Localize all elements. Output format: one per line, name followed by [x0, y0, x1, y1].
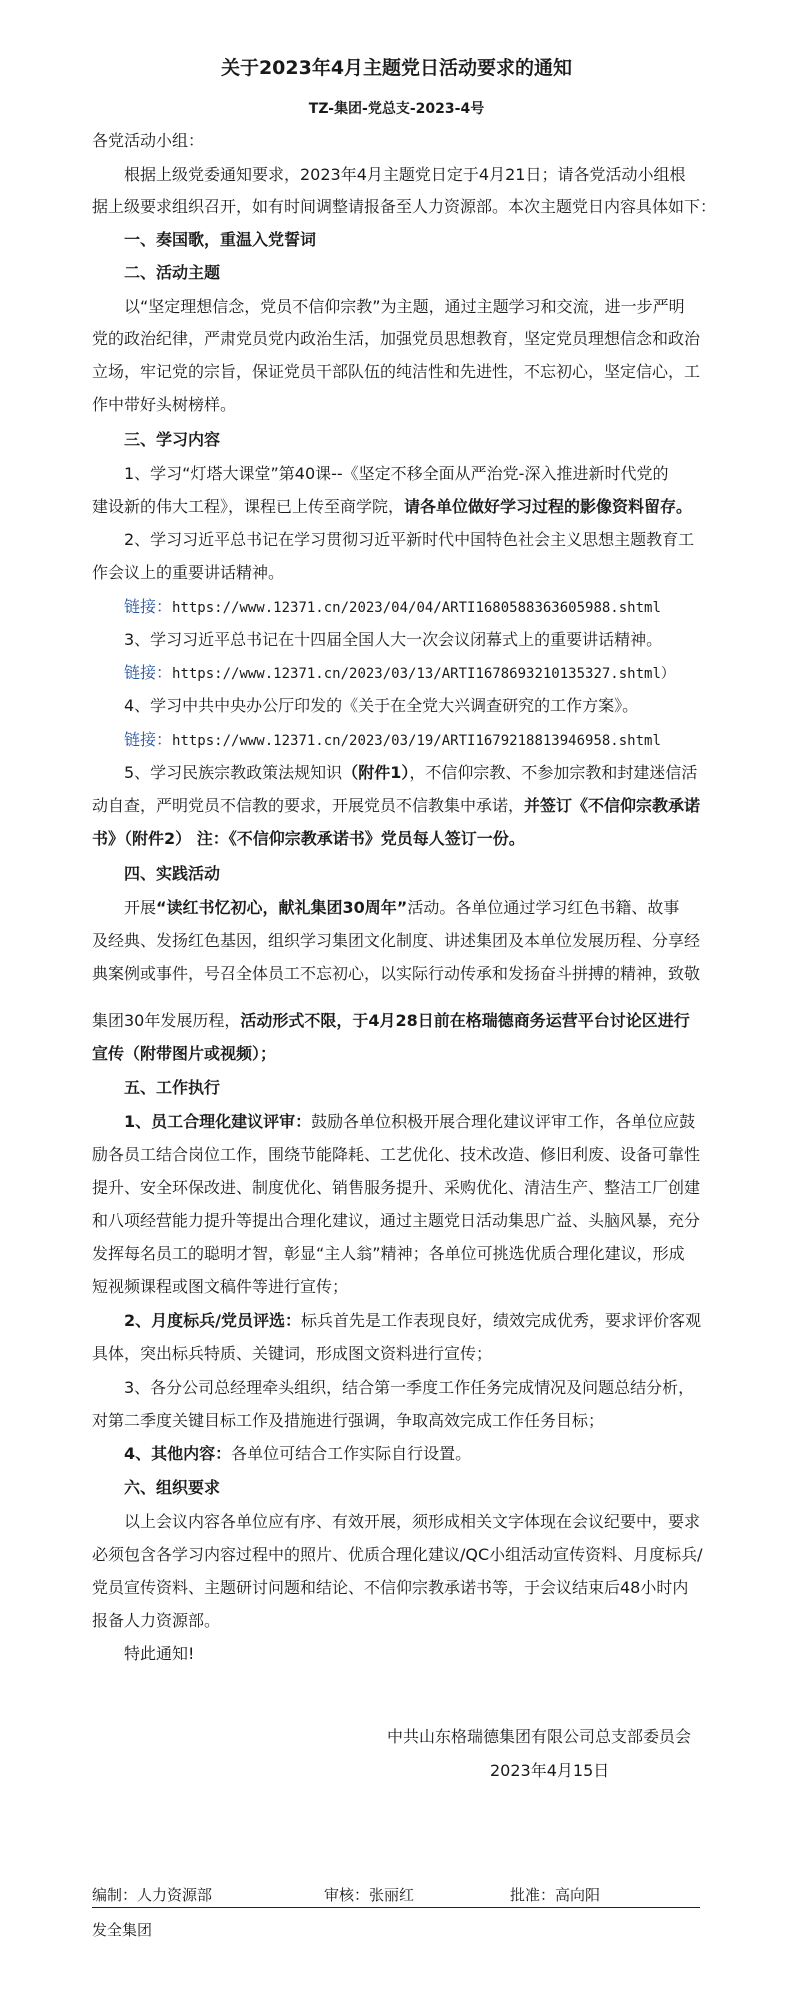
execution-item-2-line-1: 2、月度标兵/党员评选：标兵首先是工作表现良好，绩效完成优秀，要求评价客观	[124, 1311, 701, 1330]
link-3-url[interactable]: https://www.12371.cn/2023/03/19/ARTI1679218813946958.shtml	[172, 733, 661, 749]
link-2-url[interactable]: https://www.12371.cn/2023/03/13/ARTI1678693210135327.shtml）	[172, 666, 675, 682]
section-2-body-1: 以“坚定理想信念，党员不信仰宗教”为主题，通过主题学习和交流，进一步严明	[124, 297, 685, 316]
section-2-heading: 二、活动主题	[124, 263, 221, 282]
closing-remark: 特此通知!	[124, 1644, 195, 1663]
study-item-2-line-1: 2、学习习近平总书记在学习贯彻习近平新时代中国特色社会主义思想主题教育工	[124, 530, 695, 549]
link-3-row	[124, 729, 661, 752]
section-5-heading: 五、工作执行	[124, 1078, 221, 1097]
study-item-4: 4、学习中共中央办公厅印发的《关于在全党大兴调查研究的工作方案》。	[124, 696, 639, 715]
requirements-line-3: 党员宣传资料、主题研讨问题和结论、不信仰宗教承诺书等，于会议结束后48小时内	[92, 1578, 689, 1597]
link-2-row	[124, 662, 675, 685]
link-1-url[interactable]: https://www.12371.cn/2023/04/04/ARTI1680588363605988.shtml	[172, 600, 661, 616]
intro-line-1: 根据上级党委通知要求，2023年4月主题党日定于4月21日；请各党活动小组根	[124, 165, 686, 184]
study-item-2-line-2: 作会议上的重要讲话精神。	[92, 563, 285, 582]
section-4-heading: 四、实践活动	[124, 864, 221, 883]
link-1-row	[124, 596, 661, 619]
footer-divider	[92, 1907, 700, 1908]
footer-reviewer: 审核：张丽红	[324, 1886, 415, 1904]
study-item-5-line-2: 动自查，严明党员不信教的要求，开展党员不信教集中承诺，并签订《不信仰宗教承诺	[92, 796, 701, 815]
execution-item-3-line-2: 对第二季度关键目标工作及措施进行强调，争取高效完成工作任务目标；	[92, 1411, 605, 1430]
footer-editor: 编制：人力资源部	[92, 1886, 213, 1904]
link-label: 链接：	[124, 663, 173, 682]
execution-item-1-line-6: 短视频课程或图文稿件等进行宣传；	[92, 1277, 349, 1296]
study-item-1-emphasis: 请各单位做好学习过程的影像资料留存。	[404, 497, 693, 516]
execution-item-4: 4、其他内容：各单位可结合工作实际自行设置。	[124, 1444, 472, 1463]
study-item-3: 3、学习习近平总书记在十四届全国人大一次会议闭幕式上的重要讲话精神。	[124, 630, 663, 649]
practice-line-5: 宣传（附带图片或视频）；	[92, 1044, 277, 1063]
execution-item-1-line-4: 和八项经营能力提升等提出合理化建议，通过主题党日活动集思广益、头脑风暴，充分	[92, 1211, 701, 1230]
execution-item-1-line-2: 励各员工结合岗位工作，围绕节能降耗、工艺优化、技术改造、修旧利废、设备可靠性	[92, 1145, 701, 1164]
execution-item-2-line-2: 具体，突出标兵特质、关键词，形成图文资料进行宣传；	[92, 1344, 493, 1363]
section-6-heading: 六、组织要求	[124, 1478, 221, 1497]
study-item-5-line-1: 5、学习民族宗教政策法规知识（附件1），不信仰宗教、不参加宗教和封建迷信活	[124, 763, 698, 782]
practice-line-4: 集团30年发展历程，活动形式不限，于4月28日前在格瑞德商务运营平台讨论区进行	[92, 1011, 690, 1030]
requirements-line-1: 以上会议内容各单位应有序、有效开展，须形成相关文字体现在会议纪要中，要求	[124, 1512, 701, 1531]
section-1-heading: 一、奏国歌，重温入党誓词	[124, 230, 317, 249]
signatory: 中共山东格瑞德集团有限公司总支部委员会	[387, 1727, 692, 1746]
link-label: 链接：	[124, 730, 173, 749]
execution-item-1-line-3: 提升、安全环保改进、制度优化、销售服务提升、采购优化、清洁生产、整洁工厂创建	[92, 1178, 701, 1197]
section-3-heading: 三、学习内容	[124, 430, 221, 449]
study-item-5-line-3: 书》（附件2） 注：《不信仰宗教承诺书》党员每人签订一份。	[92, 829, 525, 848]
document-number: TZ-集团-党总支-2023-4号	[308, 101, 485, 117]
link-label: 链接：	[124, 597, 173, 616]
salutation: 各党活动小组：	[92, 131, 205, 150]
section-2-body-3: 立场，牢记党的宗旨，保证党员干部队伍的纯洁性和先进性，不忘初心，坚定信心，工	[92, 362, 701, 381]
execution-item-1-line-1: 1、员工合理化建议评审：鼓励各单位积极开展合理化建议评审工作，各单位应鼓	[124, 1112, 696, 1131]
activity-name: “读红书忆初心，献礼集团30周年”	[156, 898, 408, 917]
requirements-line-2: 必须包含各学习内容过程中的照片、优质合理化建议/QC小组活动宣传资料、月度标兵/	[92, 1545, 703, 1564]
footer-distribution: 发全集团	[92, 1921, 153, 1939]
practice-line-3: 典案例或事件，号召全体员工不忘初心，以实际行动传承和发扬奋斗拼搏的精神，致敬	[92, 964, 701, 983]
requirements-line-4: 报备人力资源部。	[92, 1611, 221, 1630]
study-item-1-line-1: 1、学习“灯塔大课堂”第40课--《坚定不移全面从严治党-深入推进新时代党的	[124, 464, 669, 483]
practice-line-2: 及经典、发扬红色基因，组织学习集团文化制度、讲述集团及本单位发展历程、分享经	[92, 931, 701, 950]
execution-item-1-line-5: 发挥每名员工的聪明才智，彰显“主人翁”精神；各单位可挑选优质合理化建议，形成	[92, 1244, 685, 1263]
study-item-1-line-2: 建设新的伟大工程》，课程已上传至商学院，请各单位做好学习过程的影像资料留存。	[92, 497, 693, 516]
intro-line-2: 据上级要求组织召开，如有时间调整请报备至人力资源部。本次主题党日内容具体如下：	[92, 197, 717, 216]
section-2-body-4: 作中带好头树榜样。	[92, 395, 237, 414]
document-title: 关于2023年4月主题党日活动要求的通知	[220, 57, 573, 79]
footer-approver: 批准：高向阳	[510, 1886, 601, 1904]
issue-date: 2023年4月15日	[490, 1761, 610, 1780]
execution-item-3-line-1: 3、各分公司总经理牵头组织，结合第一季度工作任务完成情况及问题总结分析，	[124, 1378, 695, 1397]
practice-line-1: 开展“读红书忆初心，献礼集团30周年”活动。各单位通过学习红色书籍、故事	[124, 898, 680, 917]
section-2-body-2: 党的政治纪律，严肃党员党内政治生活，加强党员思想教育，坚定党员理想信念和政治	[92, 329, 701, 348]
